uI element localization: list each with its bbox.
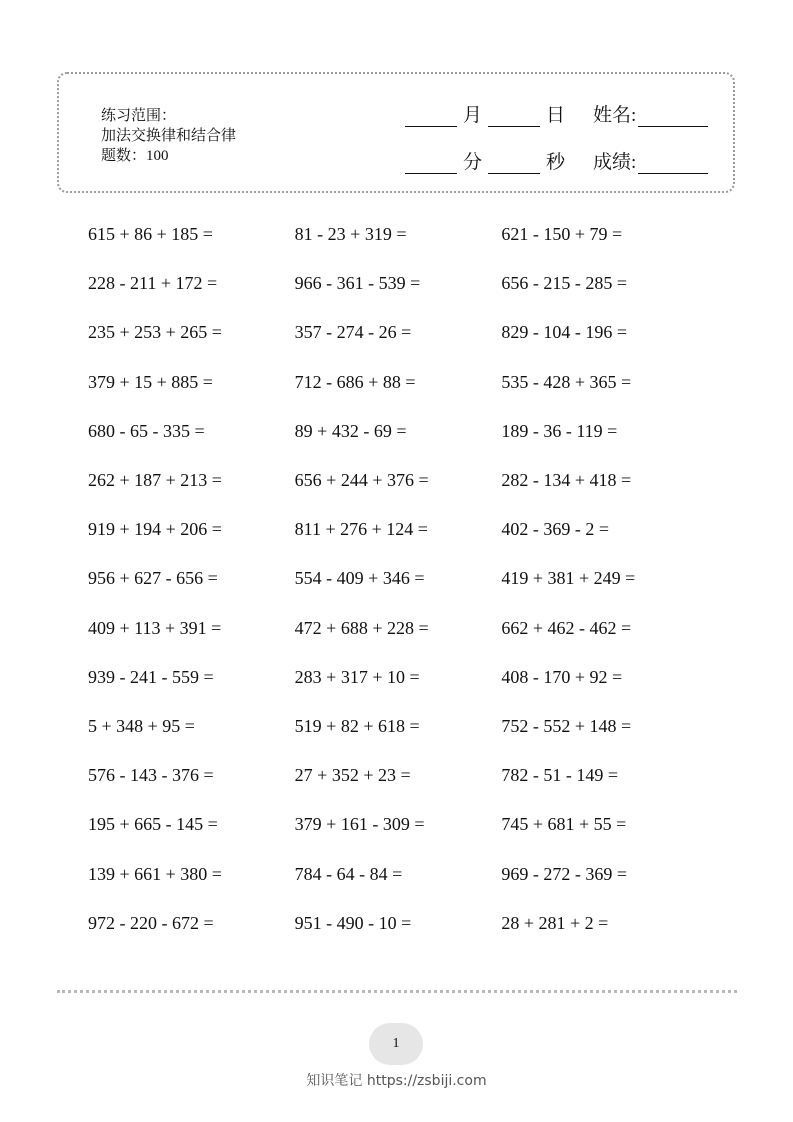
math-problem: 919 + 194 + 206 = [88,519,222,540]
worksheet-header [57,72,735,193]
page-number: 1 [369,1023,423,1065]
math-problem: 409 + 113 + 391 = [88,617,222,638]
math-problem: 519 + 82 + 618 = [294,715,420,736]
footer-text: 知识笔记 https://zsbiji.com [306,1073,487,1089]
math-problem: 784 - 64 - 84 = [294,863,403,884]
math-problem: 656 - 215 - 285 = [501,273,627,294]
math-problem: 408 - 170 + 92 = [501,666,623,687]
practice-info [101,106,236,166]
name-blank[interactable] [638,108,708,127]
date-name-row [405,100,708,127]
month-blank[interactable] [405,108,457,127]
day-label: 日 [546,105,566,126]
problem-grid [88,210,708,948]
math-problem: 139 + 661 + 380 = [88,863,222,884]
math-problem: 195 + 665 - 145 = [88,814,218,835]
problem-row [88,308,708,357]
math-problem: 419 + 381 + 249 = [501,568,636,589]
practice-topic: 加法交换律和结合律 [101,128,237,144]
problem-count: 题数：100 [101,148,169,164]
math-problem: 662 + 462 - 462 = [501,617,632,638]
math-problem: 969 - 272 - 369 = [501,863,627,884]
math-problem: 379 + 15 + 885 = [88,371,213,392]
math-problem: 656 + 244 + 376 = [294,470,429,491]
problem-row [88,407,708,456]
math-problem: 283 + 317 + 10 = [294,666,420,687]
score-label: 成绩: [593,152,637,173]
problem-row [88,505,708,554]
math-problem: 5 + 348 + 95 = [88,715,195,736]
month-label: 月 [463,105,483,126]
math-problem: 829 - 104 - 196 = [501,322,627,343]
math-problem: 745 + 681 + 55 = [501,814,627,835]
math-problem: 81 - 23 + 319 = [294,224,407,245]
math-problem: 951 - 490 - 10 = [294,912,412,933]
math-problem: 576 - 143 - 376 = [88,765,214,786]
math-problem: 357 - 274 - 26 = [294,322,412,343]
minute-label: 分 [463,152,483,173]
divider [57,990,737,993]
math-problem: 282 - 134 + 418 = [501,470,632,491]
problem-row [88,456,708,505]
second-blank[interactable] [488,155,540,174]
problem-row [88,702,708,751]
math-problem: 472 + 688 + 228 = [294,617,429,638]
math-problem: 966 - 361 - 539 = [294,273,421,294]
math-problem: 262 + 187 + 213 = [88,470,222,491]
math-problem: 782 - 51 - 149 = [501,765,618,786]
math-problem: 621 - 150 + 79 = [501,224,623,245]
problem-row [88,604,708,653]
math-problem: 615 + 86 + 185 = [88,224,213,245]
time-score-row [405,147,708,174]
problem-row [88,751,708,800]
math-problem: 752 - 552 + 148 = [501,715,632,736]
math-problem: 89 + 432 - 69 = [294,420,407,441]
math-problem: 680 - 65 - 335 = [88,420,205,441]
math-problem: 27 + 352 + 23 = [294,765,411,786]
name-label: 姓名: [593,105,637,126]
problem-row [88,899,708,948]
score-blank[interactable] [638,155,708,174]
minute-blank[interactable] [405,155,457,174]
math-problem: 811 + 276 + 124 = [294,519,428,540]
math-problem: 28 + 281 + 2 = [501,912,609,933]
math-problem: 972 - 220 - 672 = [88,912,214,933]
math-problem: 939 - 241 - 559 = [88,666,214,687]
problem-row [88,210,708,259]
math-problem: 956 + 627 - 656 = [88,568,218,589]
math-problem: 402 - 369 - 2 = [501,519,609,540]
problem-row [88,800,708,849]
day-blank[interactable] [488,108,540,127]
math-problem: 535 - 428 + 365 = [501,371,632,392]
math-problem: 235 + 253 + 265 = [88,322,222,343]
problem-row [88,554,708,603]
math-problem: 189 - 36 - 119 = [501,420,618,441]
math-problem: 712 - 686 + 88 = [294,371,416,392]
problem-row [88,259,708,308]
problem-row [88,358,708,407]
problem-row [88,849,708,898]
math-problem: 554 - 409 + 346 = [294,568,425,589]
math-problem: 379 + 161 - 309 = [294,814,425,835]
second-label: 秒 [546,152,566,173]
math-problem: 228 - 211 + 172 = [88,273,218,294]
practice-scope-label: 练习范围： [101,108,177,124]
problem-row [88,653,708,702]
